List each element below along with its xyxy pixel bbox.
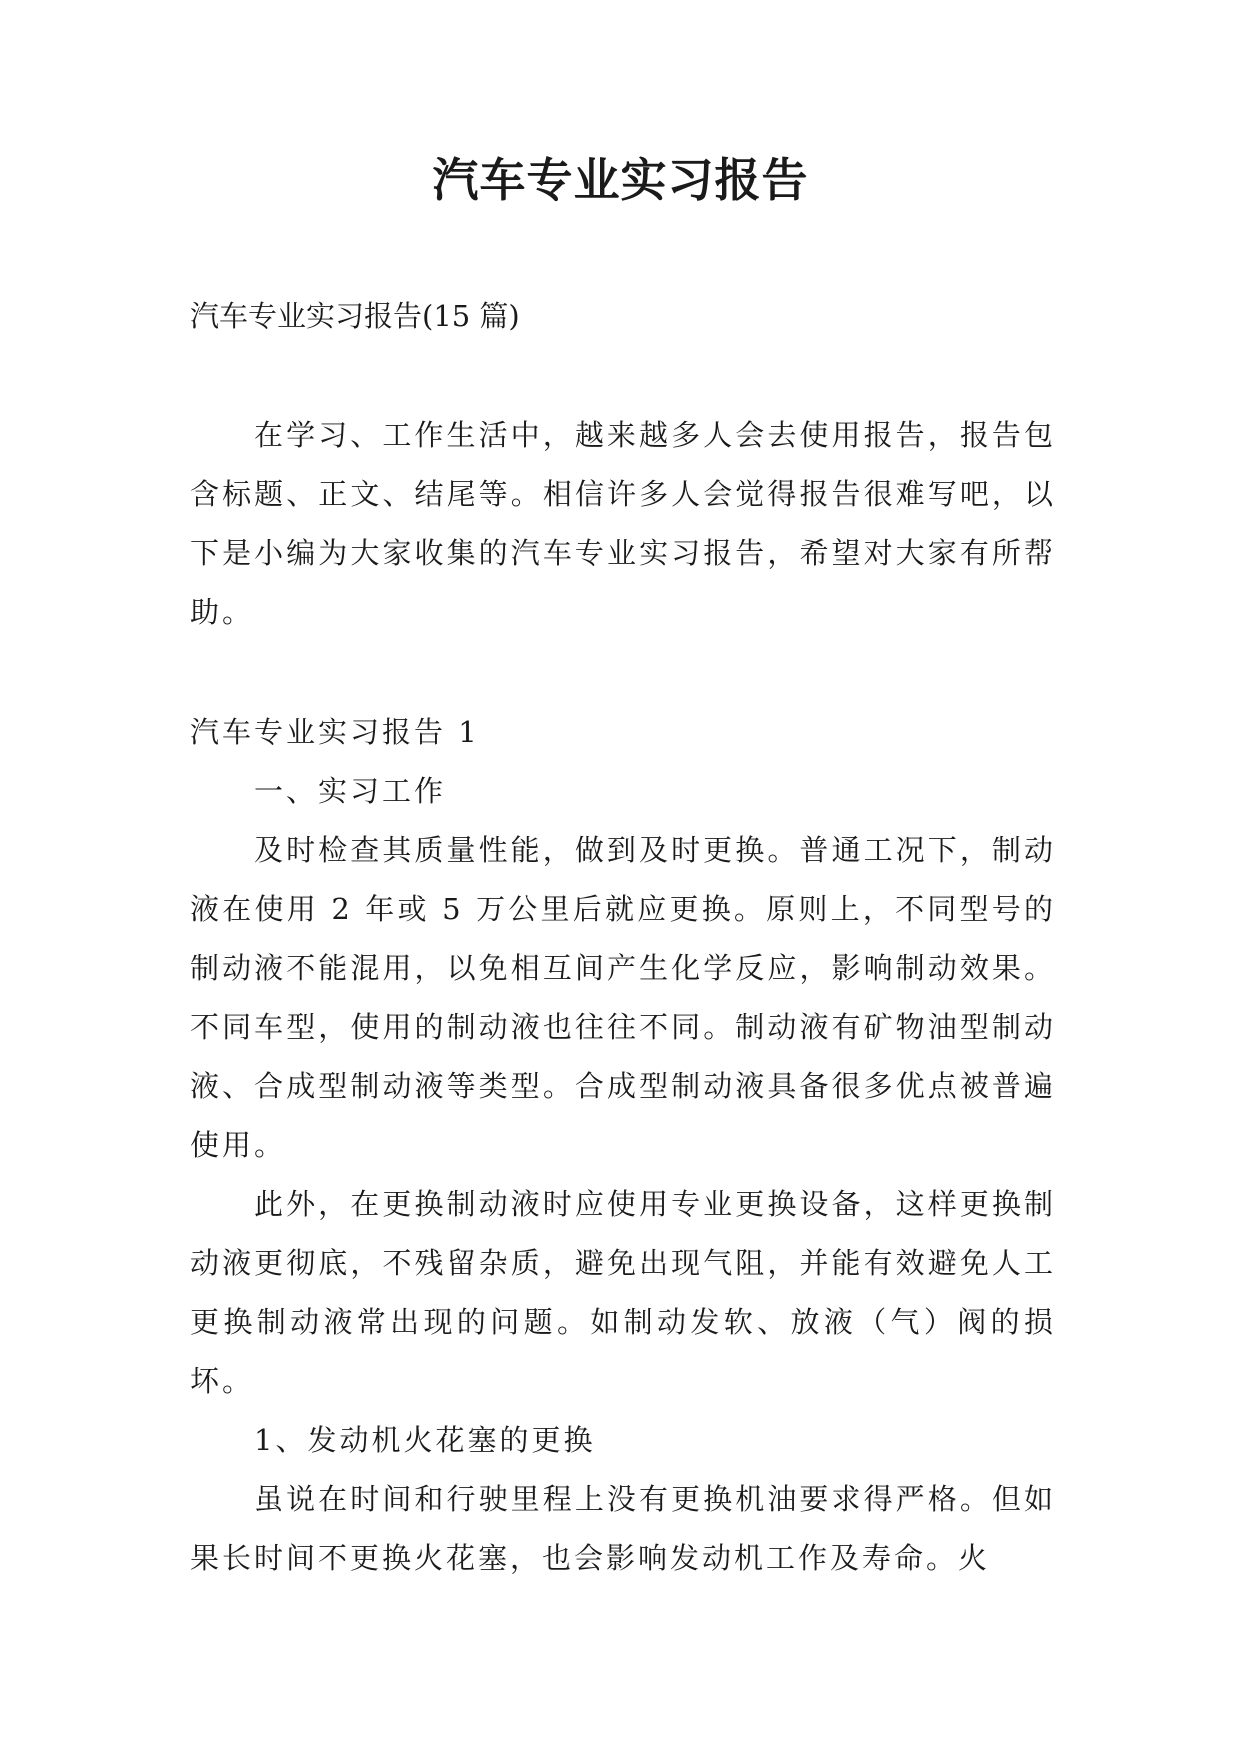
body-paragraph: 虽说在时间和行驶里程上没有更换机油要求得严格。但如果长时间不更换火花塞，也会影响发动机工作及寿命。火 [190, 1482, 1056, 1575]
section-heading: 汽车专业实习报告 1 [190, 715, 480, 749]
intro-paragraph: 在学习、工作生活中，越来越多人会去使用报告，报告包含标题、正文、结尾等。相信许多人会觉得报告很难写吧，以下是小编为大家收集的汽车专业实习报告，希望对大家有所帮助。 [190, 418, 1056, 629]
body-paragraph: 此外，在更换制动液时应使用专业更换设备，这样更换制动液更彻底，不残留杂质，避免出现气阻，并能有效避免人工更换制动液常出现的问题。如制动发软、放液（气）阀的损坏。 [190, 1187, 1056, 1398]
document-title: 汽车专业实习报告 [432, 153, 809, 207]
body-paragraph: 及时检查其质量性能，做到及时更换。普通工况下，制动液在使用 2 年或 5 万公里后就应更换。原则上，不同型号的制动液不能混用，以免相互间产生化学反应，影响制动效果。不同车型，使用的制动液也往往不同。制动液有矿物油型制动液、合成型制动液等类型。合成型制动液具备很多优点被普遍使用。 [190, 833, 1056, 1162]
section-1 [190, 703, 1056, 1588]
section-subheading: 1、发动机火花塞的更换 [254, 1423, 596, 1457]
intro-block [190, 406, 1056, 642]
document-subtitle: 汽车专业实习报告(15 篇) [190, 299, 520, 333]
section-subheading: 一、实习工作 [254, 774, 447, 808]
